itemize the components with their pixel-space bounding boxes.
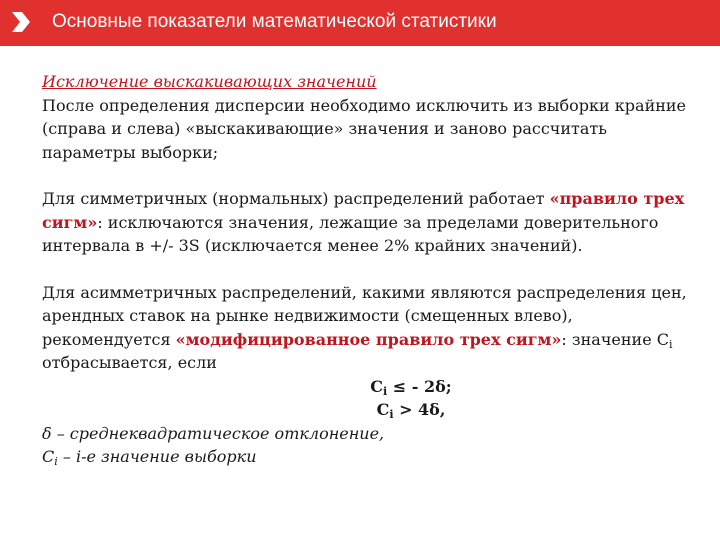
asymmetric-text-after: : значение C xyxy=(561,329,669,349)
asymmetric-text-before: Для асимметричных распределений, какими являются распределения цен, арендных ставок на рынке недвижимости (смещенных влево), рекомендуется xyxy=(42,282,687,349)
formula-upper-var: C xyxy=(376,400,390,419)
formula-lower xyxy=(42,375,692,399)
symmetric-text-after: : исключаются значения, лежащие за пределами доверительного интервала в +/- 3S (исключается менее 2% крайних значений). xyxy=(42,212,659,255)
note-ci-var: C xyxy=(42,447,55,466)
formula-upper xyxy=(42,398,692,422)
symmetric-text-before: Для симметричных (нормальных) распределений работает xyxy=(42,189,550,208)
section-heading: Исключение выскакивающих значений xyxy=(42,72,377,91)
asymmetric-text-end: отбрасывается, если xyxy=(42,353,217,372)
slide-title: Основные показатели математической статистики xyxy=(52,11,497,32)
paragraph-outliers: После определения дисперсии необходимо исключить из выборки крайние (справа и слева) «выскакивающие» значения и заново рассчитать параметры выборки; xyxy=(42,95,687,162)
note-ci-rest: – i-е значение выборки xyxy=(57,447,257,466)
formula-lower-var: C xyxy=(370,376,384,396)
slide-content xyxy=(42,70,692,469)
subscript-i: i xyxy=(668,337,673,351)
note-delta: δ – среднеквадратическое отклонение, xyxy=(42,423,385,443)
formula-lower-sub: i xyxy=(383,384,388,398)
paragraph-symmetric xyxy=(42,187,692,258)
modified-three-sigma-rule: «модифицированное правило трех сигм» xyxy=(175,329,562,349)
formula-upper-sub: i xyxy=(389,408,394,421)
slide-header xyxy=(0,0,720,46)
formula-upper-rest: > 4δ, xyxy=(393,400,446,419)
three-sigma-rule: «правило трех сигм» xyxy=(42,189,685,232)
note-ci-sub: i xyxy=(54,455,58,468)
arrow-right-icon xyxy=(8,10,32,34)
paragraph-asymmetric xyxy=(42,281,692,375)
note-ci xyxy=(42,445,692,469)
formula-lower-rest: ≤ - 2δ; xyxy=(387,376,452,396)
